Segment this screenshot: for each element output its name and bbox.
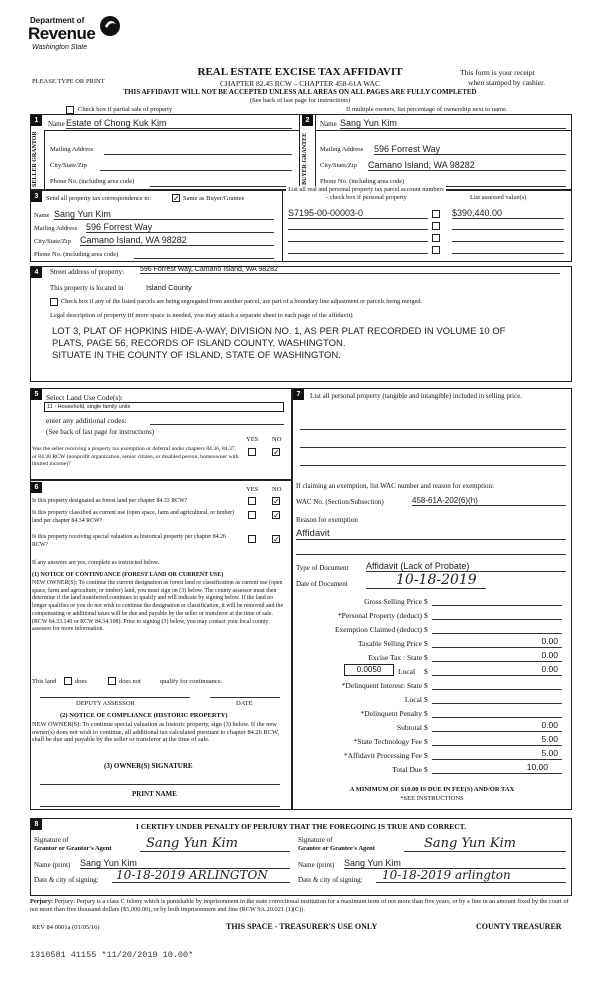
tax-phone-field[interactable] (134, 250, 274, 259)
grantor-date-label: Date & city of signing: (34, 876, 99, 884)
notice-2-title: (2) NOTICE OF COMPLIANCE (HISTORIC PROPERTY) (60, 712, 228, 719)
parcel-number-1[interactable]: S7195-00-00003-0 (288, 208, 428, 219)
local-rate-field[interactable] (344, 664, 394, 676)
sec5-no-header: NO (272, 436, 282, 443)
parcel-number-3[interactable] (288, 232, 428, 242)
proc-fee-value: 5.00 (541, 748, 558, 758)
taxable-field[interactable] (432, 636, 562, 648)
notice-1-title: (1) NOTICE OF CONTINUANCE (FOREST LAND OR CURRENT USE) (32, 572, 224, 578)
grantee-signature[interactable]: Sang Yun Kim (404, 836, 566, 852)
excise-state-value: 0.00 (541, 650, 558, 660)
grantee-date-label: Date & city of signing: (298, 876, 363, 884)
section-5-number: 5 (31, 389, 42, 400)
claim-exemption-label: If claiming an exemption, list WAC number and reason for exemption: (296, 482, 494, 490)
buyer-phone-label: Phone No. (including area code) (320, 178, 405, 185)
proc-fee-label: *Affidavit Processing Fee (343, 751, 422, 760)
excise-state-label: Excise Tax : State (368, 653, 422, 662)
grantee-date-field[interactable]: 10-18-2019 arlington (376, 868, 566, 883)
doc-date-field[interactable]: 10-18-2019 (366, 572, 486, 589)
excise-state-field[interactable] (432, 650, 562, 662)
sec6-q1-yes-checkbox[interactable] (248, 497, 256, 505)
taxable-value: 0.00 (541, 636, 558, 646)
sec6-question-3: Is this property receiving special valuation as historical property per chapter 84.26 RCW? (32, 534, 226, 548)
sec6-q3-yes-checkbox[interactable] (248, 535, 256, 543)
tax-name-label: Name (34, 212, 50, 219)
county-field[interactable]: Island County (146, 283, 192, 292)
see-back: (See back of last page for instructions) (249, 97, 351, 104)
seller-city-label: City/State/Zip (50, 162, 87, 169)
proc-fee-field[interactable] (432, 748, 562, 760)
personal-property-field-1[interactable] (300, 420, 566, 430)
tech-fee-label: *State Technology Fee (353, 737, 422, 746)
county-treasurer: COUNTY TREASURER (476, 922, 562, 931)
gross-field[interactable] (432, 596, 562, 606)
tax-city-label: City/State/Zip (34, 238, 71, 245)
tech-fee-field[interactable] (432, 734, 562, 746)
buyer-mailing-label: Mailing Address (320, 146, 364, 153)
reason-field[interactable]: Affidavit (296, 528, 566, 540)
street-field[interactable] (140, 266, 560, 274)
local-rate-value: 0.0050 (356, 665, 382, 674)
segregated-label: Check box if any of the listed parcels are being segregated from another parcel, are part of a boundary line adjustment or parcels being merged. (61, 298, 423, 305)
see-instructions: *SEE INSTRUCTIONS (400, 795, 464, 802)
legal-line-1[interactable]: LOT 3, PLAT OF HOPKINS HIDE-A-WAY, DIVISION NO. 1, AS PER PLAT RECORDED IN VOLUME 10 OF (52, 326, 506, 337)
partial-sale-checkbox[interactable] (66, 106, 74, 114)
partial-sale-label: Check box if partial sale of property (78, 106, 173, 113)
assessed-value-4[interactable] (452, 244, 564, 254)
exemption-deduct-dollar: $ (424, 625, 428, 634)
minimum-note: A MINIMUM OF $10.00 IS DUE IN FEE(S) AND/OR TAX (349, 786, 515, 793)
sec6-question-1: Is this property designated as forest land per chapter 84.33 RCW? (32, 498, 188, 504)
legal-line-2[interactable]: PLATS, PAGE 56, RECORDS OF ISLAND COUNTY, WASHINGTON. (52, 338, 346, 349)
land-use-select[interactable] (44, 402, 284, 412)
same-as-buyer-label: Same as Buyer/Grantee (183, 195, 245, 202)
personal-property-field-2[interactable] (300, 438, 566, 448)
personal-deduct-label: *Personal Property (deduct) (337, 611, 422, 620)
seller-phone-field[interactable] (150, 178, 292, 187)
tax-mailing-label: Mailing Address (34, 225, 78, 232)
buyer-city-field[interactable]: Camano Island, WA 98282 (368, 160, 566, 171)
form-chapter: CHAPTER 82.45 RCW – CHAPTER 458-61A WAC (220, 79, 380, 88)
legal-line-3[interactable]: SITUATE IN THE COUNTY OF ISLAND, STATE OF WASHINGTON. (52, 350, 341, 361)
sec6-no-header: NO (272, 486, 282, 493)
doc-type-field[interactable]: Affidavit (Lack of Probate) (366, 561, 566, 572)
subtotal-dollar: $ (424, 723, 428, 732)
sec6-q2-yes-checkbox[interactable] (248, 511, 256, 519)
if-any-yes: If any answers are yes, complete as instructed below. (32, 560, 160, 566)
sec6-q3-no-checkbox[interactable]: ✓ (273, 535, 280, 544)
sec5-q1-no-checkbox[interactable]: ✓ (273, 448, 280, 457)
personal-property-label: List all personal property (tangible and intangible) included in selling price. (310, 392, 523, 400)
sec5-question-1: Was the seller receiving a property tax exemption or deferral under chapters 84.36, 84.37, or 84.38 RCW (nonprofit organization, senior citizen, or disabled person, homeowner with limited income)? (32, 446, 239, 467)
parcel-1-personal-checkbox[interactable] (432, 210, 440, 218)
delinq-pen-label: *Delinquent Penalty (360, 709, 422, 718)
wac-label: WAC No. (Section/Subsection) (296, 498, 384, 506)
assessed-value-1[interactable]: $390,440.00 (452, 208, 564, 219)
section-4-number: 4 (31, 267, 42, 278)
exemption-deduct-field[interactable] (432, 624, 562, 634)
doc-date-label: Date of Document (296, 580, 348, 588)
grantor-sig-label-2: Grantor or Grantor's Agent (34, 845, 112, 852)
receipt-note-2: when stamped by cashier. (468, 78, 546, 87)
grantee-sig-label-1: Signature of (298, 836, 333, 844)
parcel-number-4[interactable] (288, 244, 428, 254)
local-dollar: $ (424, 667, 428, 676)
subtotal-label: Subtotal (396, 723, 422, 732)
seller-grantor-label: SELLER GRANTOR (32, 131, 38, 187)
total-dollar: $ (424, 765, 428, 774)
grantor-signature[interactable]: Sang Yun Kim (140, 836, 290, 852)
deputy-assessor-label: DEPUTY ASSESSOR (76, 700, 135, 707)
tech-fee-dollar: $ (424, 737, 428, 746)
segregated-checkbox[interactable] (50, 298, 58, 306)
cashier-stamp: 1310581 41155 *11/20/2019 10.00* (30, 950, 194, 960)
logo-state: Washington State (32, 44, 88, 51)
notice-2-body: NEW OWNER(S): To continue special valuation as historic property, sign (3) below. If the new owner(s) does not wish to continue, all additional tax calculated pursuant to chapter 84.26 RCW, shall be due and payable by the seller or transferor at the time of sale. (32, 721, 279, 744)
parcel-2-personal-checkbox[interactable] (432, 222, 440, 230)
parcel-4-personal-checkbox[interactable] (432, 246, 440, 254)
parcel-3-personal-checkbox[interactable] (432, 234, 440, 242)
doc-type-label: Type of Document (296, 564, 349, 572)
total-label: Total Due (392, 765, 422, 774)
additional-codes-field[interactable] (150, 416, 284, 425)
sec6-yes-header: YES (246, 486, 259, 493)
personal-deduct-dollar: $ (424, 611, 428, 620)
certify-text: I CERTIFY UNDER PENALTY OF PERJURY THAT THE FOREGOING IS TRUE AND CORRECT. (135, 822, 466, 831)
delinq-local-dollar: $ (424, 695, 428, 704)
delinq-int-label: *Delinquent Interest: State (341, 681, 422, 690)
does-label: does (75, 678, 87, 685)
tax-name-field[interactable]: Sang Yun Kim (54, 209, 274, 220)
located-label: This property is located in (50, 284, 124, 292)
sec5-q1-yes-checkbox[interactable] (248, 448, 256, 456)
sec5-yes-header: YES (246, 436, 259, 443)
section-8-number: 8 (31, 819, 42, 830)
delinq-local-field[interactable] (432, 694, 562, 704)
exemption-deduct-label: Exemption Claimed (deduct) (334, 625, 422, 634)
buyer-city-label: City/State/Zip (320, 162, 357, 169)
tech-fee-value: 5.00 (541, 734, 558, 744)
local-value: 0.00 (541, 664, 558, 674)
perjury-body: Perjury: Perjury is a class C felony which is punishable by imprisonment in the state correctional institution for a maximum term of not more than five years, or by a fine in an amount fixed by the court of not more than five thousand dollars ($5,000.00), or by both imprisonment and fine (RCW 9A.20.021 (1)(C)). (30, 898, 569, 913)
subtotal-field[interactable] (432, 720, 562, 732)
owner-signature-label: (3) OWNER(S) SIGNATURE (104, 762, 193, 770)
print-name-label: PRINT NAME (132, 790, 177, 798)
parcel-number-2[interactable] (288, 220, 428, 230)
perjury-text (30, 898, 572, 914)
section-6-box (30, 480, 292, 810)
sec6-q2-no-checkbox[interactable]: ✓ (273, 511, 280, 520)
delinq-local-label: Local (404, 695, 422, 704)
qualify-label: qualify for continuance. (160, 678, 223, 685)
tax-calc-table (296, 594, 568, 774)
additional-codes-label: enter any additional codes: (46, 416, 127, 425)
grantor-name-field[interactable]: Sang Yun Kim (80, 858, 290, 869)
sec5-see-back: (See back of last page for instructions) (46, 428, 155, 436)
buyer-mailing-field[interactable]: 596 Forrest Way (374, 144, 566, 155)
section-3-number: 3 (31, 191, 42, 202)
land-does-checkbox[interactable] (64, 677, 72, 685)
assessed-value-3[interactable] (452, 232, 564, 242)
wac-field[interactable]: 458-61A-202(6)(h) (412, 496, 566, 506)
taxable-label: Taxable Selling Price (357, 639, 422, 648)
grantor-sig-label-1: Signature of (34, 836, 69, 844)
personal-property-field-3[interactable] (300, 456, 566, 466)
subtotal-value: 0.00 (541, 720, 558, 730)
taxable-dollar: $ (424, 639, 428, 648)
grantor-date-field[interactable]: 10-18-2019 ARLINGTON (112, 868, 290, 883)
land-use-value: 11 - Household, single family units (47, 404, 131, 410)
dor-logo (30, 12, 130, 66)
grantor-name-label: Name (print) (34, 861, 71, 869)
local-label: Local (398, 667, 416, 676)
receipt-note-1: This form is your receipt (460, 68, 535, 77)
gross-label: Gross Selling Price (364, 597, 422, 606)
form-warning: THIS AFFIDAVIT WILL NOT BE ACCEPTED UNLESS ALL AREAS ON ALL PAGES ARE FULLY COMPLETED (123, 88, 477, 96)
same-as-buyer-checkbox[interactable]: ✓ (173, 194, 180, 203)
parcel-header: List all real and personal property tax parcel account numbers – check box if personal property (286, 186, 446, 202)
local-field[interactable] (432, 664, 562, 676)
does-not-label: does not (119, 678, 141, 685)
grantee-name-label: Name (print) (298, 861, 335, 869)
buyer-grantee-label: BUYER GRANTEE (302, 132, 308, 186)
legal-label: Legal description of property (if more space is needed, you may attach a separate sheet to each page of the affidavit) (50, 312, 353, 319)
seller-phone-label: Phone No. (including area code) (50, 178, 135, 185)
section-1-number: 1 (31, 115, 42, 126)
please-type: PLEASE TYPE OR PRINT (32, 78, 105, 85)
tax-mailing-field[interactable]: 596 Forrest Way (86, 222, 274, 233)
reason-label: Reason for exemption (296, 516, 358, 524)
gross-dollar: $ (424, 597, 428, 606)
perjury-label: Perjury: (30, 898, 54, 905)
street-value: 596 Forrest Way, Camano Island, WA 98282 (140, 266, 278, 273)
form-title: REAL ESTATE EXCISE TAX AFFIDAVIT (197, 66, 403, 78)
rev-number: REV 84 0001a (01/05/16) (32, 924, 100, 931)
section-7-number: 7 (293, 389, 304, 400)
reason-field-2[interactable] (296, 545, 566, 555)
assessed-value-2[interactable] (452, 220, 564, 230)
seller-name-label: Name (48, 120, 65, 128)
logo-revenue: Revenue (28, 24, 96, 43)
total-field[interactable] (432, 762, 562, 774)
buyer-name-field[interactable]: Sang Yun Kim (340, 118, 566, 129)
send-correspondence-label: Send all property tax correspondence to: (46, 195, 152, 202)
section-6-number: 6 (31, 482, 42, 493)
section-2-number: 2 (302, 115, 313, 126)
grantee-name-field[interactable]: Sang Yun Kim (344, 858, 566, 869)
delinq-int-field[interactable] (432, 680, 562, 690)
excise-state-dollar: $ (424, 653, 428, 662)
street-label: Street address of property: (50, 268, 125, 276)
treasurer-space: THIS SPACE - TREASURER'S USE ONLY (226, 922, 378, 931)
personal-deduct-field[interactable] (432, 610, 562, 620)
assessed-header: List assessed value(s) (470, 194, 527, 201)
sec6-q1-no-checkbox[interactable]: ✓ (273, 497, 280, 506)
tax-phone-label: Phone No. (including area code) (34, 251, 119, 258)
multiple-owners-note: If multiple owners, list percentage of ownership next to name. (346, 106, 508, 113)
delinq-pen-field[interactable] (432, 708, 562, 718)
buyer-name-label: Name (320, 120, 337, 128)
land-does-not-checkbox[interactable] (108, 677, 116, 685)
seller-mailing-label: Mailing Address (50, 146, 94, 153)
logo-swirl-icon (98, 12, 122, 40)
notice-1-body: NEW OWNER(S): To continue the current designation as forest land or classification as current use (open space, farm and agriculture, or timber) land, you must sign on (3) below. The county assessor must then determine if the land transferred continues to qualify and will indicate by signing below. If the land no longer qualifies or you do not wish to continue the designation or classification, it will be removed and the compensating or additional taxes will be due and payable by the seller or transferor at the time of sale. (RCW 84.33.140 or RCW 84.34.108). Prior to signing (3) below, you may contact your local county assessor for more information. (32, 580, 284, 633)
tax-city-field[interactable]: Camano Island, WA 98282 (80, 235, 274, 246)
deputy-date-label: DATE (236, 700, 253, 707)
seller-mailing-field[interactable] (104, 146, 292, 155)
delinq-pen-dollar: $ (424, 709, 428, 718)
proc-fee-dollar: $ (424, 751, 428, 760)
land-use-label: Select Land Use Code(s): (46, 393, 123, 402)
seller-city-field[interactable] (100, 162, 292, 171)
seller-name-field[interactable]: Estate of Chong Kuk Kim (66, 118, 292, 129)
grantee-sig-label-2: Grantee or Grantee's Agent (298, 845, 375, 852)
delinq-int-dollar: $ (424, 681, 428, 690)
sec6-question-2: Is this property classified as current use (open space, farm and agricultural, or timber) land per chapter 84.34 RCW? (32, 510, 235, 524)
logo-dept: Department of (30, 16, 85, 25)
total-value: 10.00 (526, 762, 548, 772)
this-land-label: This land (32, 678, 57, 685)
